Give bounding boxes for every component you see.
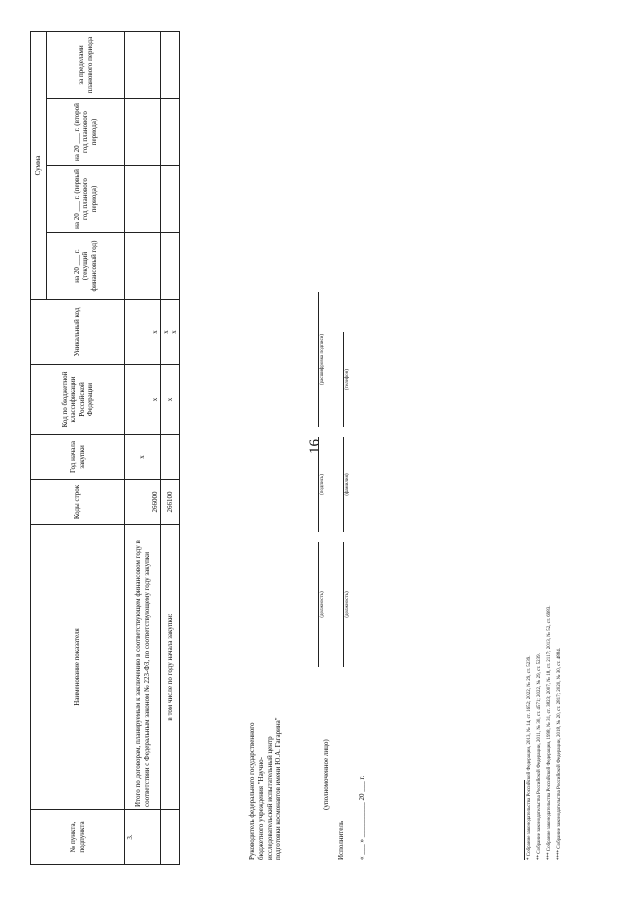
head-role: (уполномоченное лицо) — [322, 739, 330, 810]
table-row — [161, 31, 180, 864]
header-year: Год начала закупки — [31, 435, 125, 480]
cell-current — [161, 233, 180, 300]
cell-budget: х — [125, 365, 161, 435]
head-position-line — [318, 542, 319, 667]
cell-first — [161, 166, 180, 233]
header-second: на 20 ___ г. (второй год планового периода) — [47, 99, 125, 166]
head-position-caption: (должность) — [320, 591, 325, 618]
cell-beyond — [125, 31, 161, 98]
header-sum: Сумма — [31, 31, 47, 299]
header-unique: Уникальный код — [31, 300, 125, 365]
unique-x: х — [162, 330, 170, 334]
footnote-separator — [524, 780, 525, 860]
head-signature-caption: (подпись) — [320, 474, 325, 495]
cell-name: Итого по договорам, планируемым к заключению в соответствующем финансовом году в соответствии с Федеральным законом № 223-ФЗ, по соответствующему году закупки — [125, 525, 161, 810]
header-first: на 20 ___ г. (первый год планового периода) — [47, 166, 125, 233]
cell-no: 3. — [125, 810, 161, 865]
cell-code: 266100 — [161, 480, 180, 525]
footnote-1: * Собрание законодательства Российской Федерации, 2013, № 14, ст. 1652; 2022, № 29, ст. 5239. — [527, 655, 532, 860]
table-row — [125, 31, 161, 864]
header-codes: Коды строк — [31, 480, 125, 525]
executor-surname-line — [343, 437, 344, 532]
cell-unique — [161, 300, 180, 365]
header-no: № пункта, подпункта — [31, 810, 125, 865]
unique-extra-x: х — [170, 330, 179, 334]
head-title: Руководитель федерального государственного бюджетного учреждения "Научно-исследовательский испытательный центр подготовки космонавтов имени Ю.А. Гагарина" — [248, 717, 283, 860]
cell-no — [161, 810, 180, 865]
cell-first — [125, 166, 161, 233]
header-name: Наименование показателя — [31, 525, 125, 810]
cell-name: в том числе по году начала закупки: — [161, 525, 180, 810]
executor-position-line — [343, 542, 344, 667]
cell-code: 266000 — [125, 480, 161, 525]
executor-position-caption: (должность) — [345, 591, 350, 618]
header-budget: Код по бюджетной классификации Российской Федерации — [31, 365, 125, 435]
page-number: 16 — [307, 439, 323, 454]
header-current: на 20 ___ г. (текущий финансовый год) — [47, 233, 125, 300]
cell-current — [125, 233, 161, 300]
cell-budget: х — [161, 365, 180, 435]
executor-label: Исполнитель — [337, 820, 345, 860]
cell-second — [161, 99, 180, 166]
executor-phone-line — [343, 332, 344, 427]
head-decoding-caption: (расшифровка подписи) — [320, 333, 325, 386]
data-table — [30, 31, 180, 865]
executor-surname-caption: (фамилия) — [345, 473, 350, 496]
footnote-3: *** Собрание законодательства Российской Федерации, 1998, № 31, ст. 3823; 2007, № 18, ст. 2117; 2013, № 52, ст. 6983. — [547, 605, 552, 860]
head-signature-line — [318, 437, 319, 532]
footnote-4: **** Собрание законодательства Российской Федерации, 2018, № 20, ст. 2817; 2020, № 30, ст. 4884. — [557, 647, 562, 860]
date-line: « ___ » __________ 20 ___ г. — [358, 775, 366, 860]
cell-beyond — [161, 31, 180, 98]
cell-second — [125, 99, 161, 166]
cell-year — [161, 435, 180, 480]
head-decoding-line — [318, 292, 319, 427]
header-beyond: за пределами планового периода — [47, 31, 125, 98]
cell-year: х — [125, 435, 161, 480]
cell-unique: х — [125, 300, 161, 365]
footnote-2: ** Собрание законодательства Российской Федерации, 2011, № 30, ст. 4571; 2022, № 29, ст. 5239. — [537, 653, 542, 860]
executor-phone-caption: (телефон) — [345, 369, 350, 390]
